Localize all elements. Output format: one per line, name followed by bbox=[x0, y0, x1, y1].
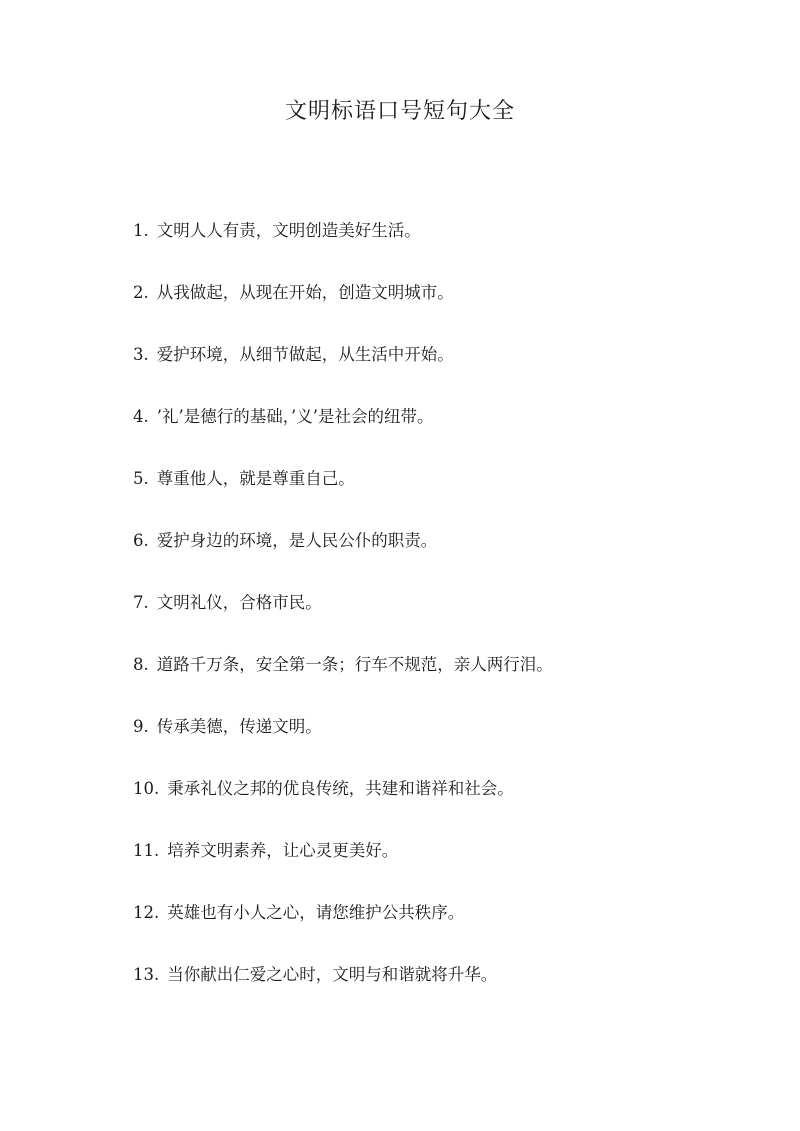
item-number: 8. bbox=[133, 655, 149, 674]
item-text: 培养文明素养，让心灵更美好。 bbox=[167, 841, 399, 860]
item-text: 文明礼仪，合格市民。 bbox=[156, 593, 322, 612]
item-text: 爱护环境，从细节做起，从生活中开始。 bbox=[156, 345, 454, 364]
list-item bbox=[133, 838, 753, 900]
list-item bbox=[133, 280, 753, 342]
list-item bbox=[133, 652, 753, 714]
item-number: 13. bbox=[133, 965, 160, 984]
list-item bbox=[133, 962, 753, 1024]
item-text: ’礼’是德行的基础，’义’是社会的纽带。 bbox=[156, 407, 434, 426]
item-text: 道路千万条，安全第一条；行车不规范，亲人两行泪。 bbox=[156, 655, 553, 674]
list-item bbox=[133, 342, 753, 404]
item-number: 10. bbox=[133, 779, 160, 798]
item-number: 11. bbox=[133, 841, 160, 860]
item-text: 爱护身边的环境，是人民公仆的职责。 bbox=[156, 531, 438, 550]
item-text: 从我做起，从现在开始，创造文明城市。 bbox=[156, 283, 454, 302]
list-item bbox=[133, 404, 753, 466]
item-text: 英雄也有小人之心，请您维护公共秩序。 bbox=[167, 903, 465, 922]
list-item bbox=[133, 218, 753, 280]
item-number: 4. bbox=[133, 407, 149, 426]
item-number: 7. bbox=[133, 593, 149, 612]
list-item bbox=[133, 776, 753, 838]
item-number: 9. bbox=[133, 717, 149, 736]
item-text: 当你献出仁爱之心时，文明与和谐就将升华。 bbox=[167, 965, 498, 984]
list-item bbox=[133, 590, 753, 652]
list-item bbox=[133, 528, 753, 590]
item-text: 传承美德，传递文明。 bbox=[156, 717, 322, 736]
item-number: 1. bbox=[133, 221, 149, 240]
item-number: 6. bbox=[133, 531, 149, 550]
item-text: 文明人人有责，文明创造美好生活。 bbox=[156, 221, 421, 240]
slogan-list bbox=[133, 218, 753, 1024]
item-number: 12. bbox=[133, 903, 160, 922]
list-item bbox=[133, 900, 753, 962]
list-item bbox=[133, 714, 753, 776]
item-text: 秉承礼仪之邦的优良传统，共建和谐祥和社会。 bbox=[167, 779, 514, 798]
item-text: 尊重他人，就是尊重自己。 bbox=[156, 469, 355, 488]
item-number: 2. bbox=[133, 283, 149, 302]
item-number: 5. bbox=[133, 469, 149, 488]
item-number: 3. bbox=[133, 345, 149, 364]
list-item bbox=[133, 466, 753, 528]
document-title: 文明标语口号短句大全 bbox=[284, 99, 515, 124]
